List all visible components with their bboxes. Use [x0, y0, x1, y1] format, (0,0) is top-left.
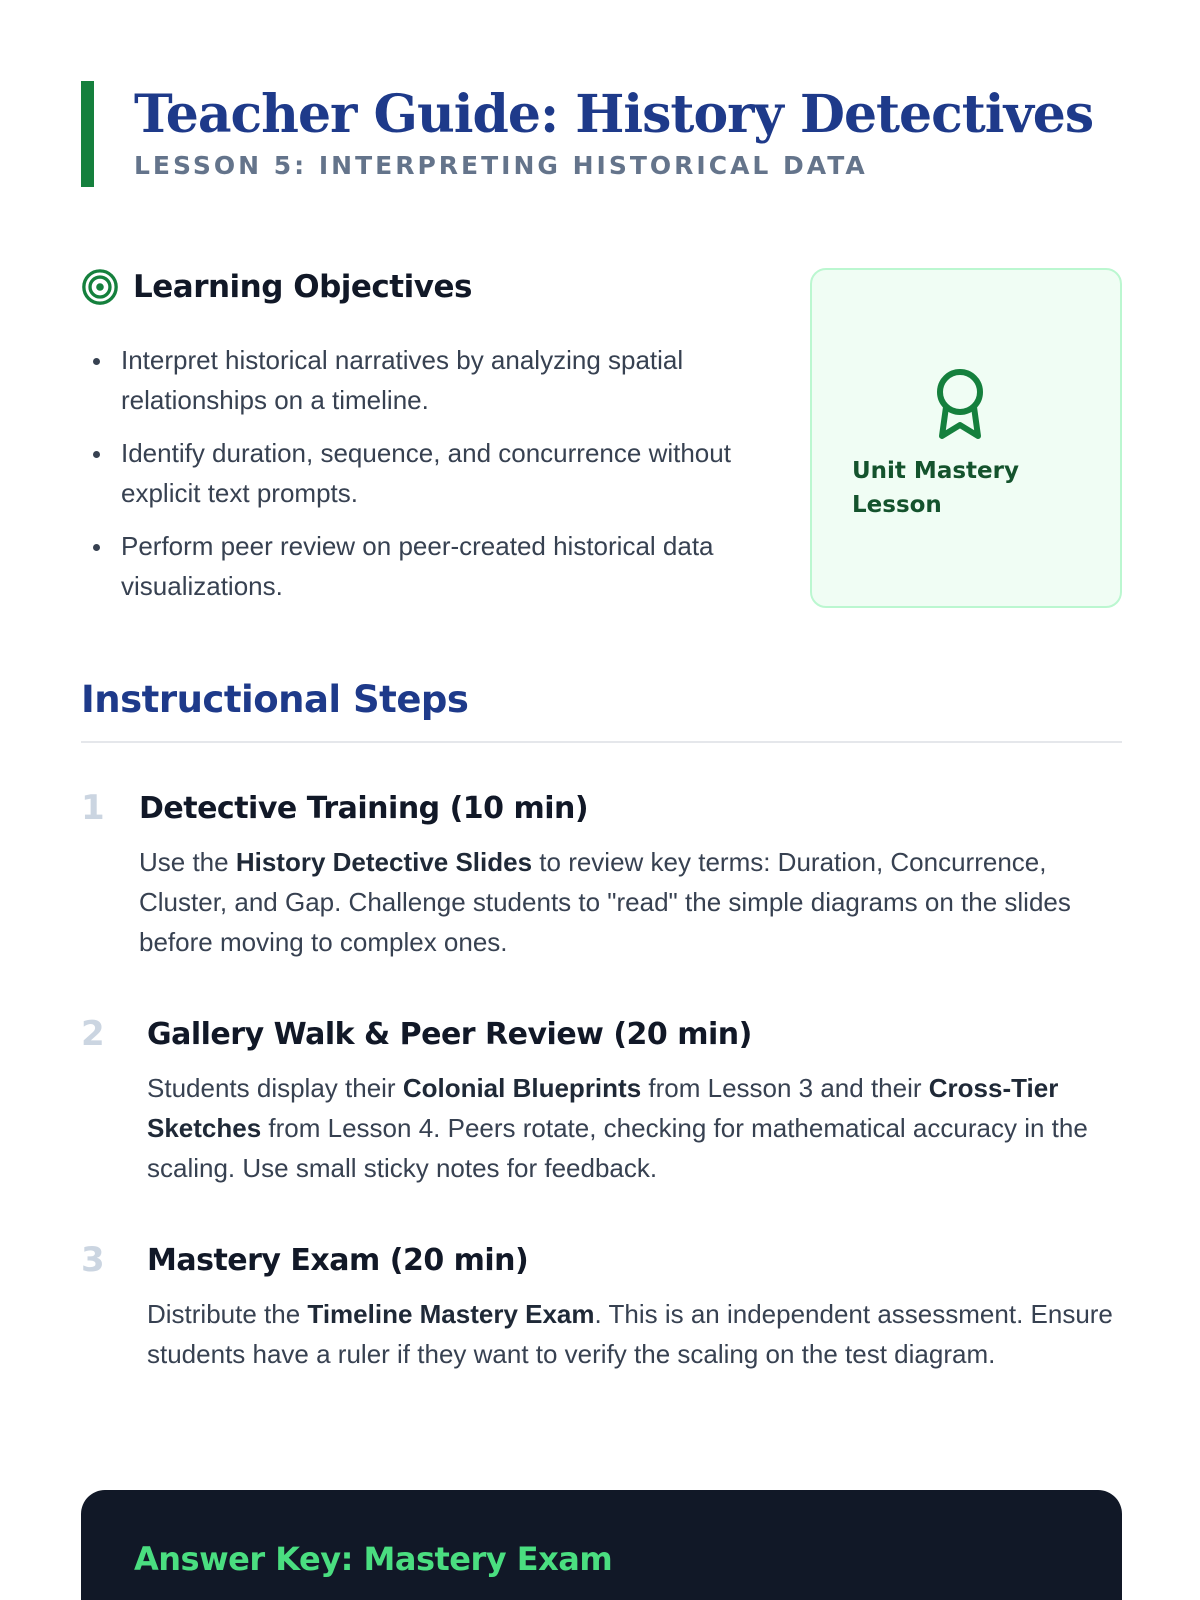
- mastery-label: Unit Mastery Lesson: [852, 458, 1019, 518]
- objectives-heading: [81, 268, 761, 306]
- answer-key-section: [81, 1490, 1122, 1600]
- objectives-list: [81, 340, 761, 606]
- step-text: Distribute the Timeline Mastery Exam. This is an independent assessment. Ensure students have a ruler if they want to verify the scaling on the test diagram.: [147, 1299, 1113, 1369]
- mastery-card: [810, 268, 1122, 608]
- page-header: [81, 81, 1121, 187]
- lesson-subtitle: LESSON 5: INTERPRETING HISTORICAL DATA: [134, 151, 868, 180]
- section-divider: [81, 741, 1122, 743]
- step-title: Mastery Exam (20 min): [147, 1243, 529, 1278]
- step-text: Use the History Detective Slides to review key terms: Duration, Concurrence, Cluster, and Gap. Challenge students to "read" the simple diagrams on the slides before moving to complex ones.: [139, 847, 1071, 957]
- step-body: [147, 1014, 1122, 1188]
- step-body: [139, 788, 1122, 962]
- objective-item: Identify duration, sequence, and concurrence without explicit text prompts.: [81, 433, 761, 513]
- step-body: [147, 1240, 1122, 1374]
- award-ribbon-icon: [920, 362, 1000, 442]
- target-icon: [81, 268, 119, 306]
- step-item: [81, 788, 1122, 968]
- objectives-title: Learning Objectives: [133, 269, 472, 305]
- step-number: 1: [81, 788, 105, 828]
- step-number: 3: [81, 1240, 105, 1280]
- page-title: Teacher Guide: History Detectives: [134, 84, 1094, 145]
- steps-heading: Instructional Steps: [81, 678, 469, 721]
- objective-item: Interpret historical narratives by analyzing spatial relationships on a timeline.: [81, 340, 761, 420]
- step-number: 2: [81, 1014, 105, 1054]
- step-title: Gallery Walk & Peer Review (20 min): [147, 1017, 752, 1052]
- objective-item: Perform peer review on peer-created historical data visualizations.: [81, 526, 761, 606]
- step-title: Detective Training (10 min): [139, 791, 589, 826]
- answer-key-title: Answer Key: Mastery Exam: [134, 1540, 613, 1578]
- step-item: [81, 1240, 1122, 1420]
- step-item: [81, 1014, 1122, 1194]
- learning-objectives: [81, 268, 761, 619]
- step-text: Students display their Colonial Blueprints from Lesson 3 and their Cross-Tier Sketches from Lesson 4. Peers rotate, checking for mathematical accuracy in the scaling. Use small sticky notes for feedback.: [147, 1073, 1088, 1183]
